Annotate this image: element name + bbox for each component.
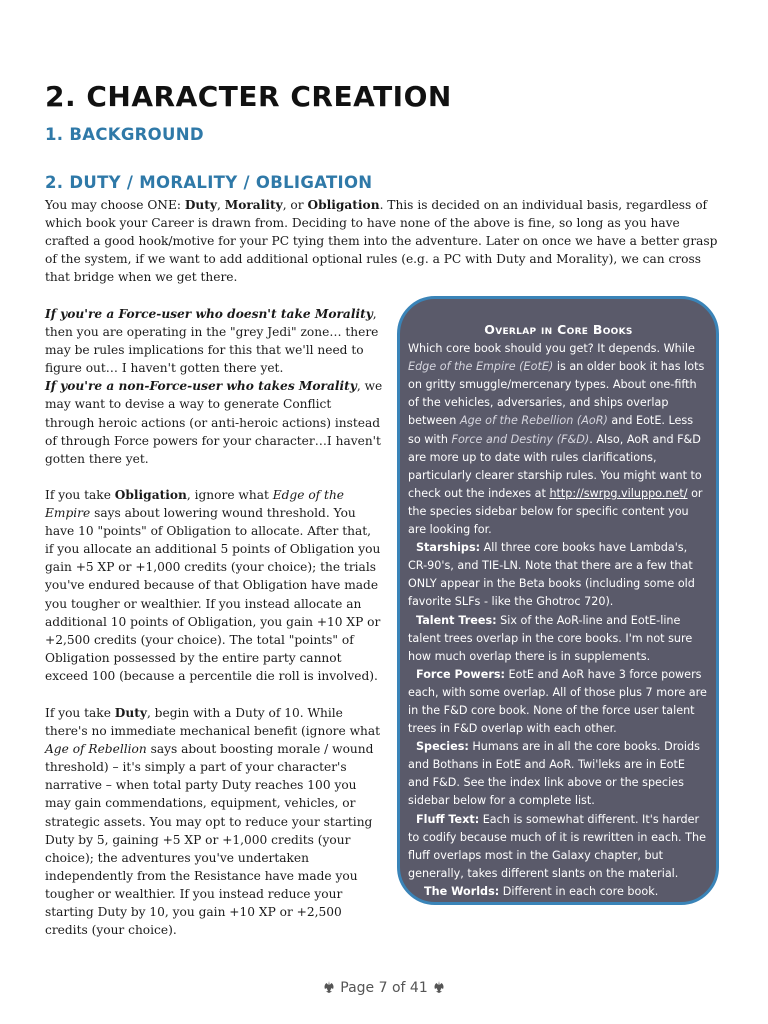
intro-paragraph: You may choose ONE: Duty, Morality, or Obligation. This is decided on an individual basis, regardless of which book your Career is drawn from. Deciding to have none of the above is fine, so long as you have crafted a good hook/motive for your PC tying them into the adventure. Later on once we have a better grasp of the system, if we want to add additional optional rules (e.g. a PC with Duty and Morality), we can cross that bridge when we get there. [45,198,718,285]
index-link[interactable]: http://swrpg.viluppo.net/ [549,486,688,500]
sidebar-title: Overlap in Core Books [484,322,633,337]
rebel-alliance-icon [432,980,446,994]
sidebar-talent-trees: Talent Trees: Six of the AoR-line and EotE-line talent trees overlap in the core books. I'm not sure how much overlap there is in supplements. [408,613,693,663]
rebel-alliance-icon [322,980,336,994]
page-title: 2. CHARACTER CREATION [45,80,452,113]
sidebar-species: Species: Humans are in all the core books. Droids and Bothans in EotE and AoR. Twi'leks are in EotE and F&D. See the index link above or the species sidebar below for a complete list. [408,740,700,808]
sidebar-starships: Starships: All three core books have Lambda's, CR-90's, and TIE-LN. Note that there are a few that ONLY appear in the Beta books (including some old favorite SLFs - like the Ghotroc 720). [408,541,695,609]
overlap-core-books-sidebar [397,296,719,905]
page-footer [0,980,768,996]
section-heading-background: 1. BACKGROUND [45,125,204,144]
duty-paragraph: If you take Duty, begin with a Duty of 10. While there's no immediate mechanical benefit (ignore what Age of Rebellion says about boosting morale / wound threshold) – it's simply a part of your character's narrative – when total party Duty reaches 100 you may gain commendations, equipment, vehicles, or strategic assets. You may opt to reduce your starting Duty by 5, gaining +5 XP or +1,000 credits (your choice); the adventures you've undertaken independently from the Resistance have made you tougher or wealthier. If you instead reduce your starting Duty by 10, you gain +10 XP or +2,500 credits (your choice). [45,706,381,938]
sidebar-worlds: The Worlds: Different in each core book. [424,884,659,898]
sidebar-force-powers: Force Powers: EotE and AoR have 3 force powers each, with some overlap. All of those plus 7 more are in the F&D core book. None of the force user talent trees in F&D overlap with each other. [408,667,707,736]
page-number: Page 7 of 41 [340,980,428,996]
force-user-paragraph: If you're a Force-user who doesn't take Morality, then you are operating in the "grey Jedi" zone… there may be rules implications for this that we'll need to figure out… I haven't gotten there yet. If you're a non-Force-user who takes Morality, we may want to devise a way to generate Conflict through heroic actions (or anti-heroic actions) instead of through Force powers for your character…I haven't gotten there yet. [45,307,383,466]
obligation-paragraph: If you take Obligation, ignore what Edge of the Empire says about lowering wound threshold. You have 10 "points" of Obligation to allocate. After that, if you allocate an additional 5 points of Obligation you gain +5 XP or +1,000 credits (your choice); the trials you've endured because of that Obligation have made you tougher or wealthier. If you instead allocate an additional 10 points of Obligation, you gain +10 XP or +2,500 credits (your choice). The total "points" of Obligation possessed by the entire party cannot exceed 100 (because a percentile die roll is involved). [45,488,381,683]
sidebar-fluff-text: Fluff Text: Each is somewhat different. It's harder to codify because much of it is rewritten in each. The fluff overlaps most in the Galaxy chapter, but generally, takes different slants on the material. [408,812,706,880]
section-heading-duty-morality-obligation: 2. DUTY / MORALITY / OBLIGATION [45,173,373,192]
sidebar-intro: Which core book should you get? It depends. While Edge of the Empire (EotE) is an older book it has lots on gritty smuggle/mercenary types. About one-fifth of the vehicles, adversaries, and ships overlap between Age of the Rebellion (AoR) and EotE. Less so with Force and Destiny (F&D). Also, AoR and F&D are more up to date with rules clarifications, particularly clearer starship rules. You might want to check out the indexes at http://swrpg.viluppo.net/ or the species sidebar below for specific content you are looking for. [408,342,705,537]
